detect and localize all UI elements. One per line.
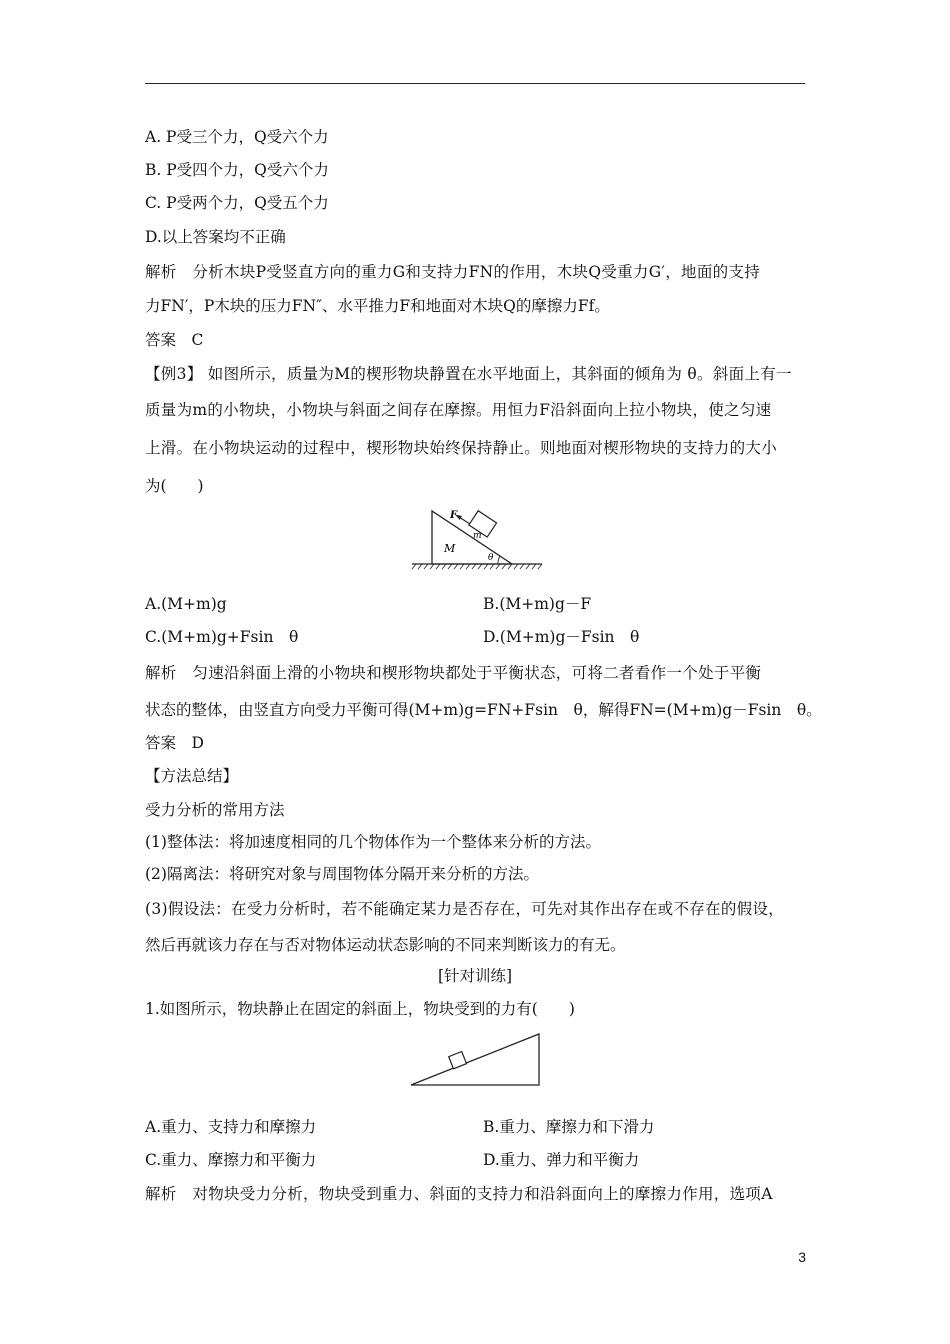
question-1-option-c: C.重力、摩擦力和平衡力 <box>145 1151 317 1169</box>
method-2: (2)隔离法：将研究对象与周围物体分隔开来分析的方法。 <box>145 865 539 883</box>
method-1: (1)整体法：将加速度相同的几个物体作为一个整体来分析的方法。 <box>145 833 601 851</box>
question-1: 1.如图所示，物块静止在固定的斜面上，物块受到的力有( ) <box>145 1000 575 1018</box>
question-1-option-d: D.重力、弹力和平衡力 <box>483 1151 640 1169</box>
analysis2-line-1: 解析 匀速沿斜面上滑的小物块和楔形物块都处于平衡状态，可将二者看作一个处于平衡 <box>145 664 762 682</box>
label-M: M <box>444 542 456 555</box>
analysis-line-1: 解析 分析木块P受竖直方向的重力G和支持力FN的作用，木块Q受重力G′，地面的支持 <box>145 263 761 281</box>
page-number: 3 <box>798 1249 806 1265</box>
label-F: F <box>450 510 458 521</box>
practice-heading: [针对训练] <box>437 967 513 985</box>
example3-line-1: 【例3】 如图所示，质量为M的楔形物块静置在水平地面上，其斜面的倾角为 θ。斜面上有一 <box>145 365 792 383</box>
option-d: D.以上答案均不正确 <box>145 228 286 246</box>
angle-arc <box>498 556 500 564</box>
method-summary-title: 受力分析的常用方法 <box>145 801 285 819</box>
label-theta: θ <box>488 553 494 563</box>
option-b: B. P受四个力，Q受六个力 <box>145 161 329 179</box>
answer-2: 答案 D <box>145 734 204 752</box>
example3-option-b: B.(M+m)g－F <box>483 595 592 613</box>
method-3-line-2: 然后再就该力存在与否对物体运动状态影响的不同来判断该力的有无。 <box>145 936 626 954</box>
answer-1: 答案 C <box>145 331 204 349</box>
option-c: C. P受两个力，Q受五个力 <box>145 194 329 212</box>
question-1-option-a: A.重力、支持力和摩擦力 <box>145 1118 317 1136</box>
method-summary-heading: 【方法总结】 <box>145 767 239 785</box>
analysis2-line-2: 状态的整体，由竖直方向受力平衡可得(M+m)g=FN+Fsin θ，解得FN=(M+m)g－Fsin θ。 <box>145 701 822 719</box>
header-rule <box>145 83 805 84</box>
example3-line-2: 质量为m的小物块，小物块与斜面之间存在摩擦。用恒力F沿斜面向上拉小物块，使之匀速 <box>145 401 772 419</box>
option-a: A. P受三个力，Q受六个力 <box>145 128 329 146</box>
method-3-line-1: (3)假设法：在受力分析时，若不能确定某力是否存在，可先对其作出存在或不存在的假设， <box>145 900 785 918</box>
example3-line-3: 上滑。在小物块运动的过程中，楔形物块始终保持静止。则地面对楔形物块的支持力的大小 <box>145 439 778 457</box>
question-1-option-b: B.重力、摩擦力和下滑力 <box>483 1118 655 1136</box>
example3-option-a: A.(M+m)g <box>145 595 227 613</box>
example3-option-c: C.(M+m)g+Fsin θ <box>145 628 299 646</box>
incline <box>411 1034 539 1085</box>
incline-figure <box>408 1031 543 1089</box>
example3-option-d: D.(M+m)g－Fsin θ <box>483 628 640 646</box>
label-m: m <box>473 531 482 541</box>
analysis3-line-1: 解析 对物块受力分析，物块受到重力、斜面的支持力和沿斜面向上的摩擦力作用，选项A <box>145 1185 773 1203</box>
block-on-incline <box>449 1052 467 1069</box>
example3-line-4: 为( ) <box>145 477 204 495</box>
analysis-line-2: 力FN′，P木块的压力FN″、水平推力F和地面对木块Q的摩擦力Ff。 <box>145 297 610 315</box>
ground-hatching <box>412 564 542 569</box>
wedge-figure <box>410 505 545 570</box>
